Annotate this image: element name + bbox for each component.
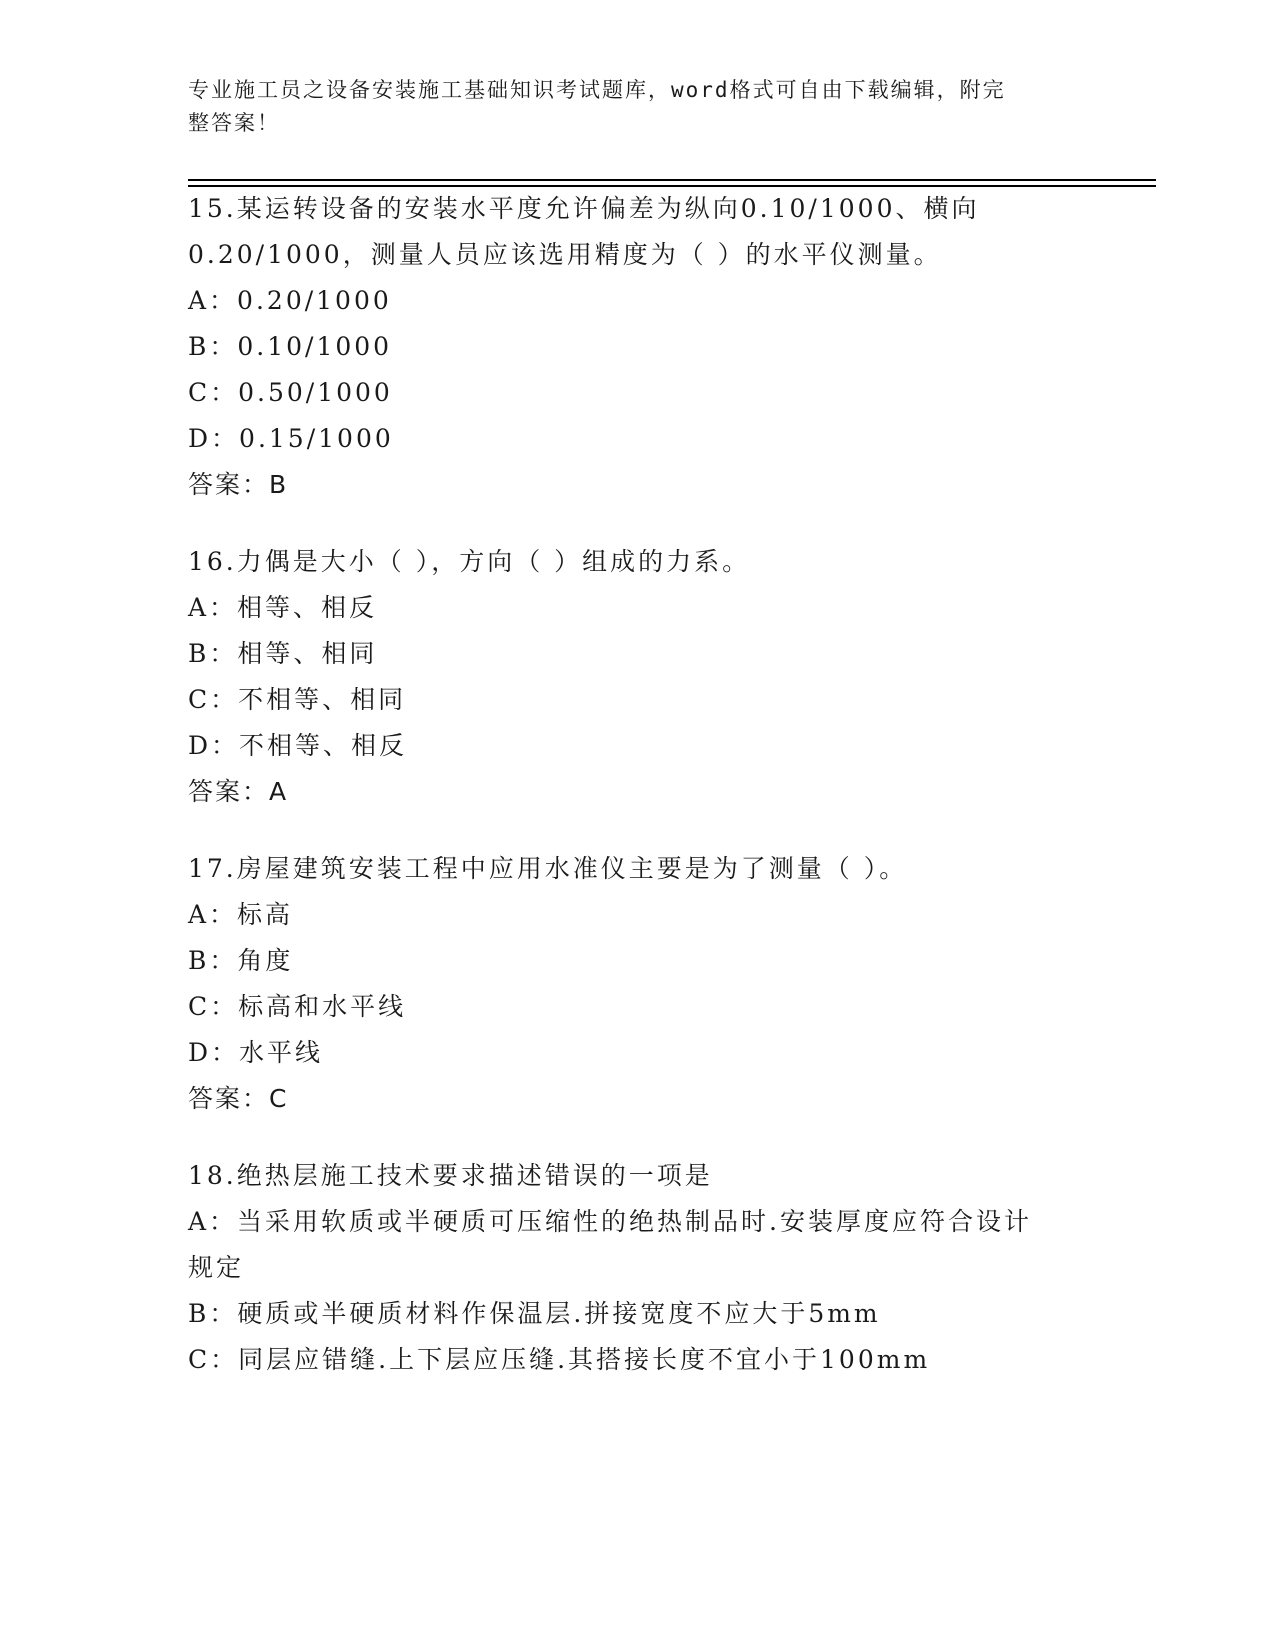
option-a-continued: 规定 [188,1253,245,1282]
answer: 答案：B [188,470,289,499]
question-stem-continued: 0.20/1000，测量人员应该选用精度为（ ）的水平仪测量。 [188,240,942,269]
option-c: C：不相等、相同 [188,685,407,714]
option-d: D：水平线 [188,1038,324,1067]
option-a: A：当采用软质或半硬质可压缩性的绝热制品时.安装厚度应符合设计 [188,1207,1033,1236]
question-list [188,186,1088,1414]
option-b: B：硬质或半硬质材料作保温层.拼接宽度不应大于5mm [188,1299,881,1328]
document-header [188,74,1068,140]
question-stem: 16.力偶是大小（ ），方向（ ）组成的力系。 [188,547,751,576]
option-b: B：角度 [188,946,294,975]
question-17 [188,846,1088,1122]
option-a: A：相等、相反 [188,593,378,622]
option-b: B：相等、相同 [188,639,378,668]
header-line-2: 整答案！ [188,111,280,135]
question-stem: 18.绝热层施工技术要求描述错误的一项是 [188,1161,713,1190]
option-b: B：0.10/1000 [188,332,393,361]
question-16 [188,539,1088,815]
option-c: C：同层应错缝.上下层应压缝.其搭接长度不宜小于100mm [188,1345,931,1374]
header-line-1: 专业施工员之设备安装施工基础知识考试题库，word格式可自由下载编辑，附完 [188,78,1006,102]
header-divider-top [188,179,1156,181]
option-d: D：不相等、相反 [188,731,408,760]
option-a: A：0.20/1000 [188,286,392,315]
question-15 [188,186,1088,508]
option-d: D：0.15/1000 [188,424,394,453]
answer: 答案：C [188,1084,289,1113]
question-stem: 15.某运转设备的安装水平度允许偏差为纵向0.10/1000、横向 [188,194,980,223]
option-a: A：标高 [188,900,294,929]
question-18 [188,1153,1088,1383]
option-c: C：标高和水平线 [188,992,407,1021]
answer: 答案：A [188,777,289,806]
question-stem: 17.房屋建筑安装工程中应用水准仪主要是为了测量（ ）。 [188,854,908,883]
option-c: C：0.50/1000 [188,378,393,407]
